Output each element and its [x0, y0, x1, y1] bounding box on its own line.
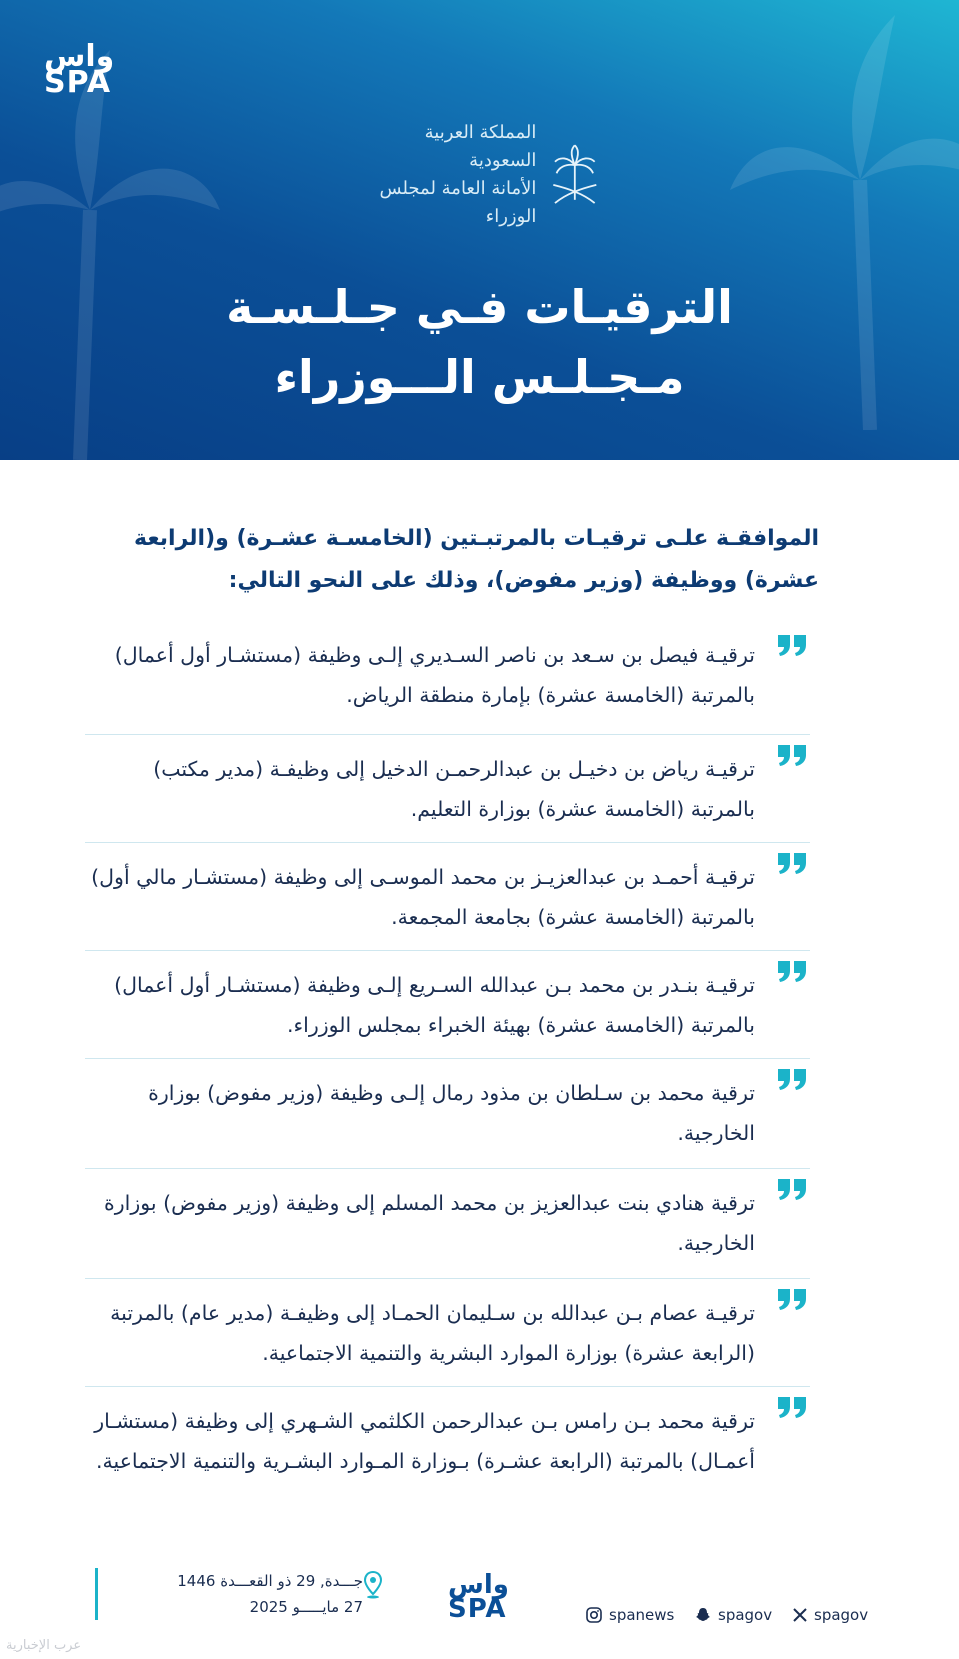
x-handle: spagov	[814, 1606, 869, 1624]
promotion-text: ترقية محمد بـن رامس بـن عبدالرحمن الكلثمي الشـهري إلى وظيفة (مستشـار أعمـال) بالمرتبة (الرابعة عشـرة) بـوزارة المـوارد البشـرية والتنمية الاجتماعية.	[94, 1409, 755, 1473]
title-line-1: الترقيـات فـي جـلـسـة	[226, 280, 733, 334]
quote-icon	[774, 1067, 810, 1091]
snapchat-handle: spagov	[718, 1606, 773, 1624]
list-item	[85, 1387, 810, 1523]
social-x[interactable]	[792, 1606, 868, 1624]
page-title	[0, 272, 959, 412]
promotion-text: ترقيـة أحمـد بن عبدالعزيـز بن محمد الموسـى إلى وظيفة (مستشـار مالي أول) بالمرتبة (الخامسة عشرة) بجامعة المجمعة.	[91, 865, 755, 929]
quote-icon	[774, 1177, 810, 1201]
emblem-line-kingdom: المملكة العربية السعودية	[424, 122, 537, 171]
spa-logo-arabic: واس	[44, 39, 115, 74]
quote-icon	[774, 959, 810, 983]
social-instagram[interactable]	[585, 1606, 674, 1624]
snapchat-icon	[694, 1606, 712, 1624]
emblem-text	[360, 119, 536, 231]
quote-icon	[774, 743, 810, 767]
watermark: عرب الإخبارية	[6, 1638, 82, 1653]
spa-logo-footer-latin: SPA	[448, 1594, 507, 1624]
promotion-text: ترقية محمد بن سـلطان بن مذود رمال إلـى وظيفة (وزير مفوض) بوزارة الخارجية.	[148, 1081, 755, 1145]
social-snapchat[interactable]	[694, 1606, 772, 1624]
intro-section	[85, 518, 819, 622]
promotions-list	[85, 625, 810, 1523]
quote-icon	[774, 1287, 810, 1311]
promotion-text: ترقيـة رياض بن دخيـل بن عبدالرحمـن الدخيل إلى وظيفـة (مدير مكتب) بالمرتبة (الخامسة عشرة) بوزارة التعليم.	[153, 757, 755, 821]
list-item	[85, 951, 810, 1059]
x-icon	[792, 1607, 808, 1623]
list-item	[85, 625, 810, 735]
instagram-handle: spanews	[609, 1606, 675, 1624]
list-item	[85, 735, 810, 843]
hijri-date: جـــدة, 29 ذو القعـــدة 1446	[177, 1572, 363, 1590]
quote-icon	[774, 1395, 810, 1419]
date-block	[95, 1568, 363, 1620]
spa-logo-footer	[448, 1570, 516, 1624]
spa-logo-latin: SPA	[44, 65, 112, 100]
promotion-text: ترقية هنادي بنت عبدالعزيز بن محمد المسلم إلى وظيفة (وزير مفوض) بوزارة الخارجية.	[104, 1191, 755, 1255]
quote-icon	[774, 633, 810, 657]
list-item	[85, 843, 810, 951]
promotion-text: ترقيـة بنـدر بن محمد بـن عبدالله السـريع إلـى وظيفة (مستشـار أول أعمال) بالمرتبة (الخامسة عشرة) بهيئة الخبراء بمجلس الوزراء.	[114, 973, 755, 1037]
spa-logo	[44, 39, 118, 100]
spa-logo-footer-arabic: واس	[448, 1570, 509, 1600]
palm-swords-emblem-icon	[550, 135, 600, 215]
promotion-text: ترقيـة عصام بـن عبدالله بن سـليمان الحمـاد إلى وظيفـة (مدير عام) بالمرتبة (الرابعة عشرة) بوزارة الموارد البشرية والتنمية الاجتماعية.	[110, 1301, 755, 1365]
emblem-line-secretariat: الأمانة العامة لمجلس الوزراء	[379, 178, 537, 227]
header-banner	[0, 0, 959, 460]
list-item	[85, 1059, 810, 1169]
government-emblem	[360, 122, 600, 227]
intro-text: الموافقـة علـى ترقيـات بالمرتبـتين (الخامسـة عشـرة) و(الرابعة عشرة) ووظيفة (وزير مفوض)، وذلك على النحو التالي:	[134, 526, 819, 593]
list-item	[85, 1279, 810, 1387]
instagram-icon	[585, 1606, 603, 1624]
list-item	[85, 1169, 810, 1279]
title-line-2: مـجـلـس الـــوزراء	[274, 350, 685, 404]
location-pin-icon	[363, 1570, 383, 1600]
gregorian-date: 27 مايـــــو 2025	[249, 1598, 363, 1616]
quote-icon	[774, 851, 810, 875]
promotion-text: ترقيـة فيصل بن سـعد بن ناصر السـديري إلـى وظيفة (مستشـار أول أعمال) بالمرتبة (الخامسة عشرة) بإمارة منطقة الرياض.	[114, 643, 755, 707]
